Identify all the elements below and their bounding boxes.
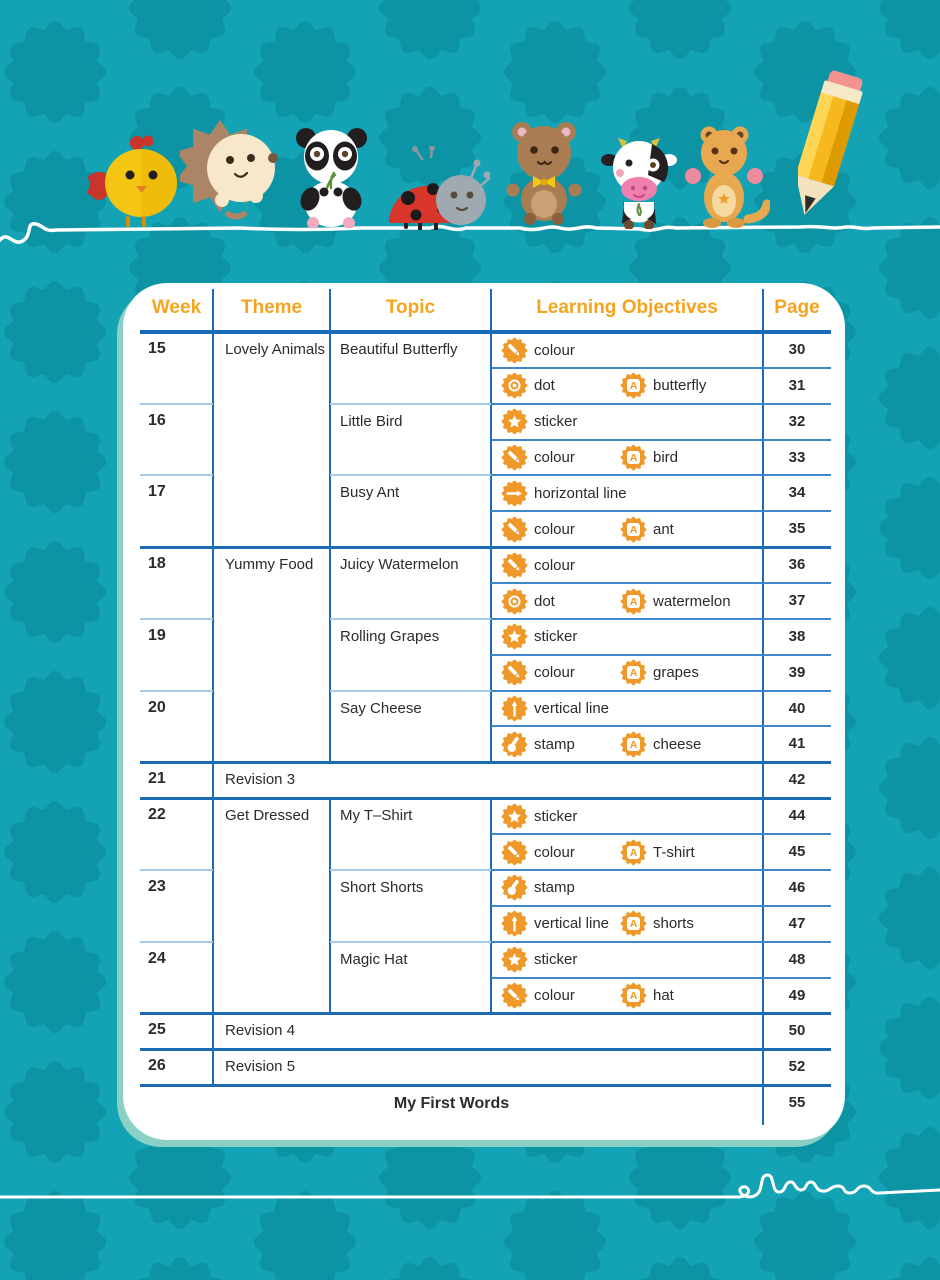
learning-objective-item bbox=[501, 874, 575, 901]
revision-label: Revision 3 bbox=[225, 771, 296, 789]
theme-cell: Lovely Animals bbox=[225, 341, 326, 358]
objective-skill-label: vertical line bbox=[534, 700, 610, 718]
page-number: 55 bbox=[788, 1094, 806, 1112]
learning-objective-word-item bbox=[620, 910, 694, 937]
svg-text:A: A bbox=[629, 595, 638, 608]
topic-separator-line bbox=[330, 690, 491, 692]
objective-skill-label: stamp bbox=[534, 735, 575, 753]
vertical-line-icon bbox=[501, 910, 528, 937]
theme-cell: Get Dressed bbox=[225, 807, 310, 825]
objective-skill-label: horizontal line bbox=[534, 484, 627, 502]
revision-label: Revision 5 bbox=[225, 1058, 296, 1076]
column-header-page: Page bbox=[774, 297, 820, 318]
letter-a-word-icon bbox=[620, 588, 647, 615]
column-header-learning-objectives: Learning Objectives bbox=[536, 297, 718, 318]
objective-separator-line bbox=[491, 905, 831, 907]
pencil-icon bbox=[501, 444, 528, 471]
page-number: 36 bbox=[788, 556, 806, 574]
objective-separator-line bbox=[491, 510, 831, 512]
letter-a-word-icon bbox=[620, 444, 647, 471]
pencil-icon bbox=[501, 552, 528, 579]
objective-separator-line bbox=[491, 725, 831, 727]
objective-skill-label: colour bbox=[534, 520, 575, 538]
page-number: 31 bbox=[788, 376, 806, 394]
learning-objective-item bbox=[501, 803, 577, 830]
page-number: 40 bbox=[788, 699, 806, 717]
dot-icon bbox=[501, 372, 528, 399]
letter-a-word-icon bbox=[620, 372, 647, 399]
page-number: 41 bbox=[788, 735, 806, 753]
objective-skill-label: sticker bbox=[534, 807, 578, 825]
table-grid-line bbox=[329, 798, 332, 1013]
objective-separator-line bbox=[491, 367, 831, 369]
objective-word-label: cheese bbox=[653, 735, 702, 753]
page-number: 44 bbox=[788, 807, 806, 825]
week-cell: 25 bbox=[148, 1021, 166, 1039]
objective-skill-label: colour bbox=[534, 341, 575, 359]
objective-separator-line bbox=[491, 977, 831, 979]
learning-objective-word-item bbox=[620, 444, 678, 471]
letter-a-word-icon bbox=[620, 659, 647, 686]
week-separator-line bbox=[140, 941, 213, 943]
header-underline bbox=[140, 330, 831, 334]
learning-objective-item bbox=[501, 731, 575, 758]
objective-skill-label: colour bbox=[534, 556, 575, 574]
objective-skill-label: stamp bbox=[534, 879, 575, 897]
week-cell: 23 bbox=[148, 877, 166, 895]
objective-skill-label: sticker bbox=[534, 951, 578, 969]
pencil-illustration bbox=[798, 52, 908, 239]
page-number: 32 bbox=[788, 412, 806, 430]
topic-cell: Say Cheese bbox=[340, 699, 422, 717]
learning-objective-item bbox=[501, 588, 555, 615]
page-number: 48 bbox=[788, 950, 806, 968]
learning-objective-item bbox=[501, 982, 575, 1009]
star-sticker-icon bbox=[501, 623, 528, 650]
topic-separator-line bbox=[330, 869, 491, 871]
objective-word-label: grapes bbox=[653, 664, 699, 682]
week-separator-line bbox=[140, 403, 213, 405]
group-separator-line bbox=[140, 546, 831, 549]
page-number: 47 bbox=[788, 914, 806, 932]
table-grid-line bbox=[212, 289, 215, 1085]
letter-a-word-icon bbox=[620, 516, 647, 543]
column-header-theme: Theme bbox=[240, 297, 303, 318]
objective-separator-line bbox=[491, 869, 831, 871]
objective-word-label: bird bbox=[653, 449, 679, 467]
letter-a-word-icon bbox=[620, 982, 647, 1009]
pencil-icon bbox=[501, 516, 528, 543]
learning-objective-item bbox=[501, 480, 627, 507]
objective-word-label: ant bbox=[653, 520, 674, 538]
objective-separator-line bbox=[491, 618, 831, 620]
objective-separator-line bbox=[491, 582, 831, 584]
objective-separator-line bbox=[491, 833, 831, 835]
contents-table bbox=[140, 283, 831, 1128]
objective-separator-line bbox=[491, 403, 831, 405]
pencil-icon bbox=[501, 337, 528, 364]
objective-separator-line bbox=[491, 941, 831, 943]
learning-objective-item bbox=[501, 623, 577, 650]
learning-objective-item bbox=[501, 910, 609, 937]
learning-objective-item bbox=[501, 372, 555, 399]
group-separator-line bbox=[140, 1084, 831, 1087]
objective-skill-label: sticker bbox=[534, 628, 578, 646]
objective-separator-line bbox=[491, 474, 831, 476]
svg-text:A: A bbox=[629, 918, 638, 931]
objective-skill-label: colour bbox=[534, 449, 575, 467]
topic-cell: Magic Hat bbox=[340, 950, 408, 968]
letter-a-word-icon bbox=[620, 839, 647, 866]
objective-word-label: butterfly bbox=[653, 377, 707, 395]
chick-illustration bbox=[86, 128, 186, 233]
objective-word-label: hat bbox=[653, 987, 674, 1005]
learning-objective-item bbox=[501, 839, 575, 866]
week-separator-line bbox=[140, 618, 213, 620]
week-cell: 24 bbox=[148, 949, 166, 967]
hedgehog-illustration bbox=[180, 108, 280, 231]
letter-a-word-icon bbox=[620, 910, 647, 937]
panda-illustration bbox=[284, 124, 378, 233]
week-separator-line bbox=[140, 690, 213, 692]
star-sticker-icon bbox=[501, 946, 528, 973]
topic-separator-line bbox=[330, 474, 491, 476]
objective-skill-label: dot bbox=[534, 377, 555, 395]
week-cell: 19 bbox=[148, 626, 166, 644]
svg-text:A: A bbox=[629, 523, 638, 536]
page-number: 39 bbox=[788, 663, 806, 681]
stamp-icon bbox=[501, 874, 528, 901]
page-number: 50 bbox=[788, 1022, 806, 1040]
page-number: 46 bbox=[788, 878, 806, 896]
learning-objective-word-item bbox=[620, 839, 695, 866]
cow-illustration bbox=[596, 136, 684, 234]
objective-word-label: shorts bbox=[653, 915, 694, 933]
page-number: 42 bbox=[788, 771, 806, 789]
week-cell: 18 bbox=[148, 555, 166, 573]
star-sticker-icon bbox=[501, 408, 528, 435]
learning-objective-word-item bbox=[620, 516, 674, 543]
svg-text:A: A bbox=[629, 380, 638, 393]
learning-objective-item bbox=[501, 337, 575, 364]
pencil-icon bbox=[501, 982, 528, 1009]
objective-skill-label: colour bbox=[534, 843, 575, 861]
learning-objective-word-item bbox=[620, 731, 701, 758]
topic-separator-line bbox=[330, 618, 491, 620]
topic-cell: My T–Shirt bbox=[340, 807, 413, 825]
topic-separator-line bbox=[330, 941, 491, 943]
ladybug-illustration bbox=[386, 146, 490, 235]
objective-skill-label: vertical line bbox=[534, 915, 610, 933]
learning-objective-item bbox=[501, 946, 577, 973]
week-cell: 17 bbox=[148, 483, 166, 501]
group-separator-line bbox=[140, 761, 831, 764]
week-cell: 26 bbox=[148, 1057, 166, 1075]
page-number: 35 bbox=[788, 520, 806, 538]
learning-objective-word-item bbox=[620, 659, 699, 686]
objective-separator-line bbox=[491, 439, 831, 441]
svg-text:A: A bbox=[629, 738, 638, 751]
pencil-icon bbox=[501, 659, 528, 686]
bear-illustration bbox=[500, 118, 590, 231]
star-sticker-icon bbox=[501, 803, 528, 830]
objective-skill-label: colour bbox=[534, 664, 575, 682]
objective-skill-label: dot bbox=[534, 592, 555, 610]
page-number: 49 bbox=[788, 986, 806, 1004]
learning-objective-item bbox=[501, 552, 575, 579]
objective-word-label: watermelon bbox=[653, 592, 731, 610]
stamp-icon bbox=[501, 731, 528, 758]
learning-objective-item bbox=[501, 516, 575, 543]
group-separator-line bbox=[140, 1012, 831, 1015]
kangaroo-illustration bbox=[684, 122, 770, 235]
learning-objective-word-item bbox=[620, 372, 706, 399]
week-cell: 16 bbox=[148, 411, 166, 429]
group-separator-line bbox=[140, 797, 831, 800]
bottom-rule-line bbox=[0, 1175, 940, 1197]
objective-skill-label: colour bbox=[534, 987, 575, 1005]
page-number: 45 bbox=[788, 843, 806, 861]
learning-objective-word-item bbox=[620, 982, 674, 1009]
pencil-icon bbox=[501, 839, 528, 866]
learning-objective-item bbox=[501, 659, 575, 686]
topic-cell: Beautiful Butterfly bbox=[340, 341, 458, 358]
objective-skill-label: sticker bbox=[534, 413, 578, 431]
theme-cell: Yummy Food bbox=[225, 556, 314, 574]
week-separator-line bbox=[140, 869, 213, 871]
topic-cell: Little Bird bbox=[340, 412, 403, 430]
objective-separator-line bbox=[491, 654, 831, 656]
page-number: 52 bbox=[788, 1058, 806, 1076]
week-cell: 22 bbox=[148, 806, 166, 824]
week-cell: 15 bbox=[148, 340, 166, 357]
page-number: 34 bbox=[788, 484, 806, 502]
learning-objective-item bbox=[501, 444, 575, 471]
learning-objective-word-item bbox=[620, 588, 731, 615]
learning-objective-item bbox=[501, 408, 577, 435]
column-header-week: Week bbox=[151, 297, 202, 318]
topic-cell: Juicy Watermelon bbox=[340, 556, 459, 574]
topic-cell: Rolling Grapes bbox=[340, 627, 440, 645]
page-number: 33 bbox=[788, 448, 806, 466]
topic-cell: Short Shorts bbox=[340, 878, 424, 896]
page-number: 30 bbox=[788, 341, 806, 358]
dot-icon bbox=[501, 588, 528, 615]
page-number: 38 bbox=[788, 627, 806, 645]
footer-row-label: My First Words bbox=[393, 1095, 510, 1113]
week-cell: 20 bbox=[148, 698, 166, 716]
learning-objective-item bbox=[501, 695, 609, 722]
svg-text:A: A bbox=[629, 990, 638, 1003]
group-separator-line bbox=[140, 1048, 831, 1051]
topic-separator-line bbox=[330, 403, 491, 405]
svg-text:A: A bbox=[629, 667, 638, 680]
page-number: 37 bbox=[788, 592, 806, 610]
topic-cell: Busy Ant bbox=[340, 484, 400, 502]
week-cell: 21 bbox=[148, 770, 166, 788]
vertical-line-icon bbox=[501, 695, 528, 722]
column-header-topic: Topic bbox=[385, 297, 436, 318]
objective-separator-line bbox=[491, 690, 831, 692]
horizontal-line-icon bbox=[501, 480, 528, 507]
svg-text:A: A bbox=[629, 846, 638, 859]
letter-a-word-icon bbox=[620, 731, 647, 758]
objective-word-label: T-shirt bbox=[653, 843, 695, 861]
revision-label: Revision 4 bbox=[225, 1022, 296, 1040]
svg-text:A: A bbox=[629, 452, 638, 465]
week-separator-line bbox=[140, 474, 213, 476]
